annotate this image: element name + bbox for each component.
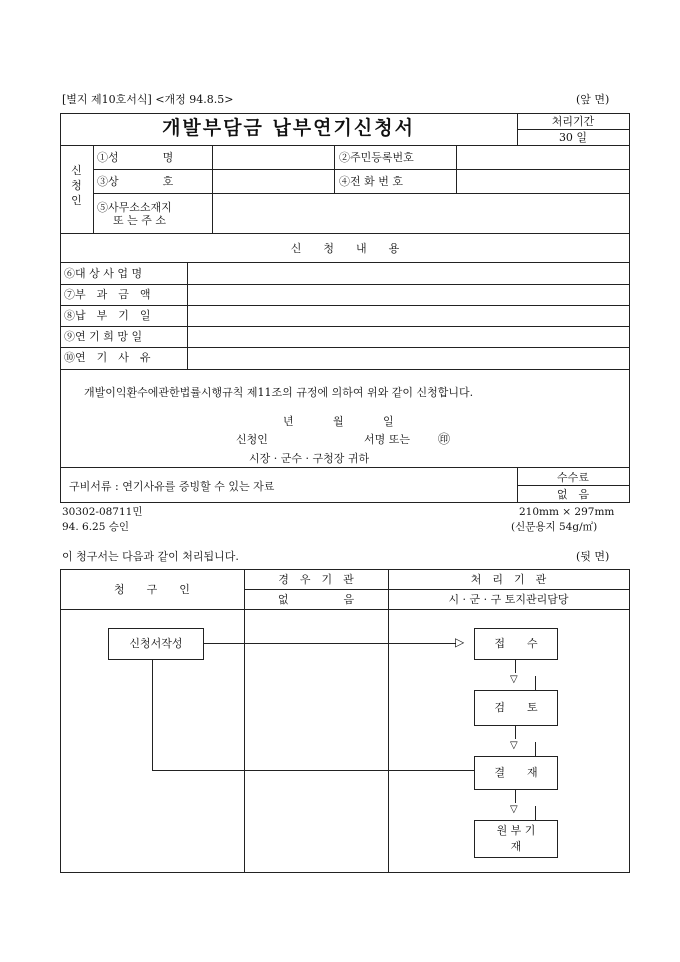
page-side-back: (뒷 면) <box>576 550 610 563</box>
date-day: 일 <box>383 415 394 428</box>
content-row-label: ⑥대 상 사 업 명 <box>64 267 143 280</box>
due-date-field[interactable] <box>188 306 628 325</box>
down-arrow-icon: ▽ <box>510 740 518 751</box>
date-month: 월 <box>333 415 344 428</box>
required-documents: 구비서류 : 연기사유를 증빙할 수 있는 자료 <box>69 480 275 493</box>
col-handler: 처 리 기 관 <box>470 573 547 586</box>
step-decide: 결 재 <box>494 766 538 779</box>
col-via-value: 없 음 <box>277 593 355 606</box>
applicant-section-1: 신 <box>71 164 82 177</box>
phone-label: ④전 화 번 호 <box>339 175 403 188</box>
address-field[interactable] <box>213 194 628 232</box>
content-row-label: ⑦부 과 금 액 <box>64 288 151 301</box>
step-register-line1: 원 부 기 <box>496 824 536 837</box>
project-name-field[interactable] <box>188 263 628 283</box>
content-row-label: ⑧납 부 기 일 <box>64 309 151 322</box>
company-field[interactable] <box>213 170 333 192</box>
name-label: ①성 명 <box>97 151 174 164</box>
content-section-title: 신 청 내 용 <box>290 242 400 255</box>
arrow-icon: ▷ <box>455 635 465 649</box>
deferral-reason-field[interactable] <box>188 348 628 368</box>
phone-field[interactable] <box>457 170 628 192</box>
fee-value: 없 음 <box>556 488 590 501</box>
date-year: 년 <box>283 415 294 428</box>
col-handler-value: 시 · 군 · 구 토지관리담당 <box>448 593 569 606</box>
seal-mark: ㊞ <box>438 432 451 446</box>
company-label: ③상 호 <box>97 175 174 188</box>
step-receive: 접 수 <box>494 637 538 650</box>
charge-amount-field[interactable] <box>188 285 628 304</box>
form-title: 개발부담금 납부연기신청서 <box>162 117 415 139</box>
desired-date-field[interactable] <box>188 327 628 346</box>
step-write: 신청서작성 <box>129 637 183 650</box>
applicant-section-2: 청 <box>71 179 82 192</box>
recipient: 시장 · 군수 · 구청장 귀하 <box>249 452 370 465</box>
approval-date: 94. 6.25 승인 <box>62 521 130 533</box>
applicant-section-3: 인 <box>71 194 82 207</box>
form-number: [별지 제10호서식] <개정 94.8.5> <box>62 93 234 106</box>
paper-size: 210mm × 297mm <box>519 506 615 518</box>
name-field[interactable] <box>213 146 333 168</box>
down-arrow-icon: ▽ <box>510 804 518 815</box>
content-row-label: ⑨연 기 희 망 일 <box>64 330 143 343</box>
declaration-statement: 개발이익환수에관한법률시행규칙 제11조의 규정에 의하여 위와 같이 신청합니다. <box>84 386 474 399</box>
step-review: 검 토 <box>494 701 538 714</box>
process-intro: 이 청구서는 다음과 같이 처리됩니다. <box>62 550 239 563</box>
resident-id-label: ②주민등록번호 <box>339 151 414 164</box>
address-label-2: 또 는 주 소 <box>113 214 166 227</box>
col-via: 경 우 기 관 <box>278 573 354 586</box>
processing-period-value: 30 일 <box>558 131 588 144</box>
col-requester: 청 구 인 <box>114 583 190 596</box>
processing-period-label: 처리기간 <box>551 115 595 128</box>
form-code: 30302-08711민 <box>62 506 143 518</box>
step-register-line2: 재 <box>510 840 522 853</box>
down-arrow-icon: ▽ <box>510 674 518 685</box>
paper-type: (신문용지 54g/㎡) <box>511 521 598 533</box>
signature-label: 서명 또는 <box>364 433 411 446</box>
content-row-label: ⑩연 기 사 유 <box>64 351 151 364</box>
page-side-front: (앞 면) <box>576 93 610 106</box>
resident-id-field[interactable] <box>457 146 628 168</box>
fee-label: 수수료 <box>557 471 589 484</box>
address-label-1: ⑤사무소소재지 <box>97 201 172 214</box>
applicant-sign-label: 신청인 <box>236 433 268 446</box>
